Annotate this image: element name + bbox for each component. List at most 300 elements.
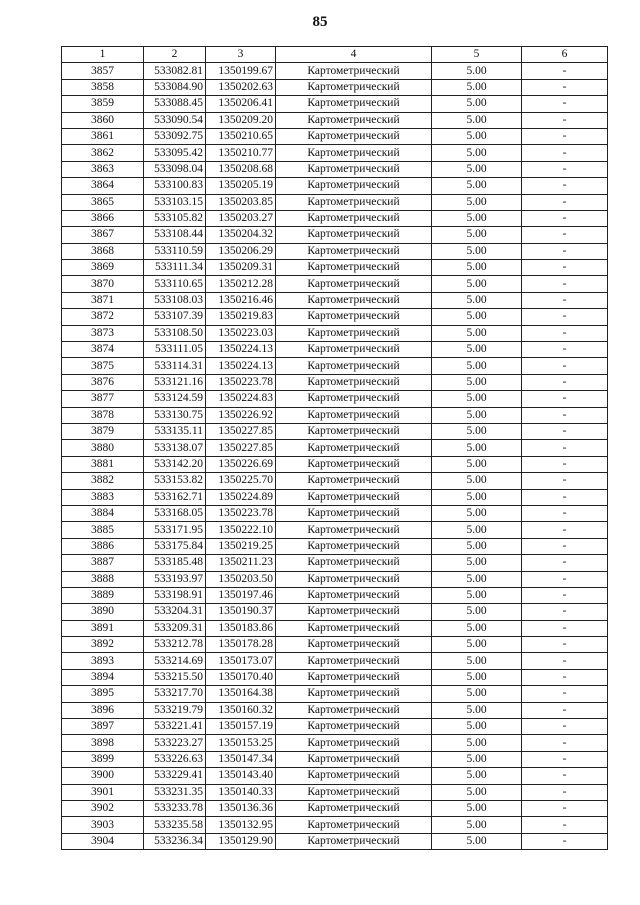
method-cell: Картометрический	[276, 178, 432, 194]
x-coordinate-cell: 533214.69	[144, 653, 206, 669]
point-number-cell: 3904	[62, 833, 144, 849]
precision-cell: 5.00	[432, 243, 522, 259]
extra-cell: -	[522, 96, 608, 112]
extra-cell: -	[522, 555, 608, 571]
x-coordinate-cell: 533204.31	[144, 604, 206, 620]
point-number-cell: 3881	[62, 456, 144, 472]
method-cell: Картометрический	[276, 374, 432, 390]
precision-cell: 5.00	[432, 79, 522, 95]
point-number-cell: 3888	[62, 571, 144, 587]
y-coordinate-cell: 1350210.65	[206, 128, 276, 144]
point-number-cell: 3871	[62, 292, 144, 308]
table-row	[62, 702, 608, 718]
header-row	[62, 47, 608, 63]
extra-cell: -	[522, 161, 608, 177]
method-cell: Картометрический	[276, 243, 432, 259]
x-coordinate-cell: 533226.63	[144, 751, 206, 767]
y-coordinate-cell: 1350199.67	[206, 63, 276, 79]
method-cell: Картометрический	[276, 653, 432, 669]
point-number-cell: 3889	[62, 587, 144, 603]
y-coordinate-cell: 1350226.69	[206, 456, 276, 472]
point-number-cell: 3891	[62, 620, 144, 636]
extra-cell: -	[522, 79, 608, 95]
x-coordinate-cell: 533229.41	[144, 768, 206, 784]
x-coordinate-cell: 533092.75	[144, 128, 206, 144]
table-row	[62, 555, 608, 571]
y-coordinate-cell: 1350157.19	[206, 719, 276, 735]
x-coordinate-cell: 533108.50	[144, 325, 206, 341]
x-coordinate-cell: 533142.20	[144, 456, 206, 472]
precision-cell: 5.00	[432, 309, 522, 325]
table-row	[62, 669, 608, 685]
table-row	[62, 751, 608, 767]
x-coordinate-cell: 533105.82	[144, 210, 206, 226]
y-coordinate-cell: 1350197.46	[206, 587, 276, 603]
method-cell: Картометрический	[276, 604, 432, 620]
precision-cell: 5.00	[432, 587, 522, 603]
x-coordinate-cell: 533175.84	[144, 538, 206, 554]
y-coordinate-cell: 1350206.41	[206, 96, 276, 112]
x-coordinate-cell: 533090.54	[144, 112, 206, 128]
precision-cell: 5.00	[432, 522, 522, 538]
extra-cell: -	[522, 784, 608, 800]
extra-cell: -	[522, 227, 608, 243]
precision-cell: 5.00	[432, 768, 522, 784]
x-coordinate-cell: 533221.41	[144, 719, 206, 735]
point-number-cell: 3877	[62, 391, 144, 407]
x-coordinate-cell: 533193.97	[144, 571, 206, 587]
x-coordinate-cell: 533108.03	[144, 292, 206, 308]
table-row	[62, 473, 608, 489]
extra-cell: -	[522, 735, 608, 751]
y-coordinate-cell: 1350224.83	[206, 391, 276, 407]
x-coordinate-cell: 533121.16	[144, 374, 206, 390]
method-cell: Картометрический	[276, 276, 432, 292]
point-number-cell: 3865	[62, 194, 144, 210]
table-row	[62, 243, 608, 259]
precision-cell: 5.00	[432, 604, 522, 620]
precision-cell: 5.00	[432, 555, 522, 571]
y-coordinate-cell: 1350227.85	[206, 440, 276, 456]
point-number-cell: 3892	[62, 637, 144, 653]
table-row	[62, 735, 608, 751]
method-cell: Картометрический	[276, 161, 432, 177]
point-number-cell: 3857	[62, 63, 144, 79]
extra-cell: -	[522, 276, 608, 292]
y-coordinate-cell: 1350164.38	[206, 686, 276, 702]
method-cell: Картометрический	[276, 686, 432, 702]
table-row	[62, 489, 608, 505]
x-coordinate-cell: 533110.59	[144, 243, 206, 259]
table-row	[62, 63, 608, 79]
x-coordinate-cell: 533185.48	[144, 555, 206, 571]
point-number-cell: 3870	[62, 276, 144, 292]
point-number-cell: 3862	[62, 145, 144, 161]
extra-cell: -	[522, 489, 608, 505]
y-coordinate-cell: 1350203.50	[206, 571, 276, 587]
extra-cell: -	[522, 178, 608, 194]
precision-cell: 5.00	[432, 358, 522, 374]
method-cell: Картометрический	[276, 719, 432, 735]
extra-cell: -	[522, 637, 608, 653]
table-row	[62, 276, 608, 292]
y-coordinate-cell: 1350227.85	[206, 423, 276, 439]
extra-cell: -	[522, 571, 608, 587]
y-coordinate-cell: 1350160.32	[206, 702, 276, 718]
precision-cell: 5.00	[432, 374, 522, 390]
y-coordinate-cell: 1350190.37	[206, 604, 276, 620]
method-cell: Картометрический	[276, 751, 432, 767]
method-cell: Картометрический	[276, 63, 432, 79]
method-cell: Картометрический	[276, 637, 432, 653]
y-coordinate-cell: 1350202.63	[206, 79, 276, 95]
extra-cell: -	[522, 210, 608, 226]
precision-cell: 5.00	[432, 505, 522, 521]
x-coordinate-cell: 533135.11	[144, 423, 206, 439]
precision-cell: 5.00	[432, 96, 522, 112]
y-coordinate-cell: 1350178.28	[206, 637, 276, 653]
point-number-cell: 3894	[62, 669, 144, 685]
y-coordinate-cell: 1350224.13	[206, 358, 276, 374]
y-coordinate-cell: 1350206.29	[206, 243, 276, 259]
point-number-cell: 3878	[62, 407, 144, 423]
extra-cell: -	[522, 505, 608, 521]
x-coordinate-cell: 533212.78	[144, 637, 206, 653]
method-cell: Картометрический	[276, 456, 432, 472]
point-number-cell: 3890	[62, 604, 144, 620]
table-row	[62, 309, 608, 325]
extra-cell: -	[522, 702, 608, 718]
table-row	[62, 407, 608, 423]
extra-cell: -	[522, 325, 608, 341]
method-cell: Картометрический	[276, 358, 432, 374]
table-row	[62, 833, 608, 849]
x-coordinate-cell: 533162.71	[144, 489, 206, 505]
y-coordinate-cell: 1350173.07	[206, 653, 276, 669]
method-cell: Картометрический	[276, 391, 432, 407]
method-cell: Картометрический	[276, 784, 432, 800]
point-number-cell: 3901	[62, 784, 144, 800]
method-cell: Картометрический	[276, 571, 432, 587]
point-number-cell: 3866	[62, 210, 144, 226]
method-cell: Картометрический	[276, 833, 432, 849]
point-number-cell: 3876	[62, 374, 144, 390]
precision-cell: 5.00	[432, 63, 522, 79]
precision-cell: 5.00	[432, 800, 522, 816]
y-coordinate-cell: 1350216.46	[206, 292, 276, 308]
table-body	[62, 63, 608, 850]
method-cell: Картометрический	[276, 194, 432, 210]
x-coordinate-cell: 533198.91	[144, 587, 206, 603]
x-coordinate-cell: 533114.31	[144, 358, 206, 374]
precision-cell: 5.00	[432, 210, 522, 226]
point-number-cell: 3897	[62, 719, 144, 735]
table-row	[62, 571, 608, 587]
point-number-cell: 3875	[62, 358, 144, 374]
method-cell: Картометрический	[276, 587, 432, 603]
precision-cell: 5.00	[432, 194, 522, 210]
table-row	[62, 604, 608, 620]
x-coordinate-cell: 533088.45	[144, 96, 206, 112]
x-coordinate-cell: 533235.58	[144, 817, 206, 833]
y-coordinate-cell: 1350170.40	[206, 669, 276, 685]
precision-cell: 5.00	[432, 637, 522, 653]
method-cell: Картометрический	[276, 96, 432, 112]
y-coordinate-cell: 1350219.25	[206, 538, 276, 554]
method-cell: Картометрический	[276, 669, 432, 685]
table-row	[62, 456, 608, 472]
method-cell: Картометрический	[276, 768, 432, 784]
table-row	[62, 440, 608, 456]
extra-cell: -	[522, 768, 608, 784]
point-number-cell: 3858	[62, 79, 144, 95]
table-header	[62, 47, 608, 63]
method-cell: Картометрический	[276, 407, 432, 423]
point-number-cell: 3893	[62, 653, 144, 669]
y-coordinate-cell: 1350183.86	[206, 620, 276, 636]
column-header-2: 2	[144, 47, 206, 63]
method-cell: Картометрический	[276, 489, 432, 505]
table-row	[62, 719, 608, 735]
y-coordinate-cell: 1350203.27	[206, 210, 276, 226]
precision-cell: 5.00	[432, 456, 522, 472]
extra-cell: -	[522, 63, 608, 79]
extra-cell: -	[522, 243, 608, 259]
method-cell: Картометрический	[276, 423, 432, 439]
column-header-3: 3	[206, 47, 276, 63]
extra-cell: -	[522, 374, 608, 390]
y-coordinate-cell: 1350153.25	[206, 735, 276, 751]
point-number-cell: 3864	[62, 178, 144, 194]
precision-cell: 5.00	[432, 178, 522, 194]
table-row	[62, 587, 608, 603]
precision-cell: 5.00	[432, 440, 522, 456]
method-cell: Картометрический	[276, 145, 432, 161]
y-coordinate-cell: 1350204.32	[206, 227, 276, 243]
x-coordinate-cell: 533223.27	[144, 735, 206, 751]
extra-cell: -	[522, 604, 608, 620]
precision-cell: 5.00	[432, 227, 522, 243]
table-row	[62, 96, 608, 112]
y-coordinate-cell: 1350208.68	[206, 161, 276, 177]
table-row	[62, 686, 608, 702]
extra-cell: -	[522, 309, 608, 325]
x-coordinate-cell: 533100.83	[144, 178, 206, 194]
y-coordinate-cell: 1350211.23	[206, 555, 276, 571]
point-number-cell: 3903	[62, 817, 144, 833]
precision-cell: 5.00	[432, 342, 522, 358]
extra-cell: -	[522, 473, 608, 489]
y-coordinate-cell: 1350219.83	[206, 309, 276, 325]
point-number-cell: 3872	[62, 309, 144, 325]
table-row	[62, 358, 608, 374]
point-number-cell: 3883	[62, 489, 144, 505]
precision-cell: 5.00	[432, 325, 522, 341]
method-cell: Картометрический	[276, 309, 432, 325]
precision-cell: 5.00	[432, 423, 522, 439]
point-number-cell: 3873	[62, 325, 144, 341]
y-coordinate-cell: 1350223.78	[206, 505, 276, 521]
point-number-cell: 3895	[62, 686, 144, 702]
precision-cell: 5.00	[432, 686, 522, 702]
table-row	[62, 227, 608, 243]
table-row	[62, 423, 608, 439]
table-row	[62, 342, 608, 358]
point-number-cell: 3868	[62, 243, 144, 259]
y-coordinate-cell: 1350226.92	[206, 407, 276, 423]
x-coordinate-cell: 533107.39	[144, 309, 206, 325]
method-cell: Картометрический	[276, 735, 432, 751]
extra-cell: -	[522, 391, 608, 407]
point-number-cell: 3880	[62, 440, 144, 456]
y-coordinate-cell: 1350209.20	[206, 112, 276, 128]
method-cell: Картометрический	[276, 227, 432, 243]
coordinates-table	[61, 46, 608, 850]
precision-cell: 5.00	[432, 145, 522, 161]
table-row	[62, 522, 608, 538]
method-cell: Картометрический	[276, 325, 432, 341]
table-row	[62, 112, 608, 128]
table-row	[62, 374, 608, 390]
page-number: 85	[312, 14, 328, 30]
point-number-cell: 3884	[62, 505, 144, 521]
precision-cell: 5.00	[432, 719, 522, 735]
table-row	[62, 653, 608, 669]
method-cell: Картометрический	[276, 522, 432, 538]
precision-cell: 5.00	[432, 571, 522, 587]
x-coordinate-cell: 533236.34	[144, 833, 206, 849]
method-cell: Картометрический	[276, 440, 432, 456]
extra-cell: -	[522, 719, 608, 735]
table-row	[62, 391, 608, 407]
table-row	[62, 784, 608, 800]
table-row	[62, 145, 608, 161]
y-coordinate-cell: 1350129.90	[206, 833, 276, 849]
point-number-cell: 3902	[62, 800, 144, 816]
method-cell: Картометрический	[276, 292, 432, 308]
y-coordinate-cell: 1350212.28	[206, 276, 276, 292]
precision-cell: 5.00	[432, 669, 522, 685]
extra-cell: -	[522, 587, 608, 603]
point-number-cell: 3861	[62, 128, 144, 144]
extra-cell: -	[522, 128, 608, 144]
x-coordinate-cell: 533108.44	[144, 227, 206, 243]
table-row	[62, 128, 608, 144]
y-coordinate-cell: 1350223.03	[206, 325, 276, 341]
extra-cell: -	[522, 342, 608, 358]
method-cell: Картометрический	[276, 800, 432, 816]
table-row	[62, 210, 608, 226]
x-coordinate-cell: 533098.04	[144, 161, 206, 177]
precision-cell: 5.00	[432, 833, 522, 849]
point-number-cell: 3879	[62, 423, 144, 439]
precision-cell: 5.00	[432, 702, 522, 718]
precision-cell: 5.00	[432, 653, 522, 669]
x-coordinate-cell: 533103.15	[144, 194, 206, 210]
x-coordinate-cell: 533110.65	[144, 276, 206, 292]
column-header-6: 6	[522, 47, 608, 63]
precision-cell: 5.00	[432, 538, 522, 554]
point-number-cell: 3900	[62, 768, 144, 784]
x-coordinate-cell: 533153.82	[144, 473, 206, 489]
x-coordinate-cell: 533215.50	[144, 669, 206, 685]
method-cell: Картометрический	[276, 473, 432, 489]
point-number-cell: 3859	[62, 96, 144, 112]
precision-cell: 5.00	[432, 784, 522, 800]
table-row	[62, 79, 608, 95]
extra-cell: -	[522, 538, 608, 554]
point-number-cell: 3898	[62, 735, 144, 751]
point-number-cell: 3899	[62, 751, 144, 767]
x-coordinate-cell: 533217.70	[144, 686, 206, 702]
precision-cell: 5.00	[432, 735, 522, 751]
y-coordinate-cell: 1350132.95	[206, 817, 276, 833]
extra-cell: -	[522, 522, 608, 538]
y-coordinate-cell: 1350224.13	[206, 342, 276, 358]
precision-cell: 5.00	[432, 161, 522, 177]
x-coordinate-cell: 533095.42	[144, 145, 206, 161]
precision-cell: 5.00	[432, 751, 522, 767]
point-number-cell: 3896	[62, 702, 144, 718]
x-coordinate-cell: 533171.95	[144, 522, 206, 538]
extra-cell: -	[522, 686, 608, 702]
method-cell: Картометрический	[276, 538, 432, 554]
y-coordinate-cell: 1350209.31	[206, 260, 276, 276]
extra-cell: -	[522, 292, 608, 308]
precision-cell: 5.00	[432, 292, 522, 308]
y-coordinate-cell: 1350210.77	[206, 145, 276, 161]
method-cell: Картометрический	[276, 505, 432, 521]
table-row	[62, 538, 608, 554]
point-number-cell: 3863	[62, 161, 144, 177]
extra-cell: -	[522, 194, 608, 210]
y-coordinate-cell: 1350140.33	[206, 784, 276, 800]
precision-cell: 5.00	[432, 407, 522, 423]
extra-cell: -	[522, 407, 608, 423]
table-row	[62, 620, 608, 636]
x-coordinate-cell: 533124.59	[144, 391, 206, 407]
x-coordinate-cell: 533231.35	[144, 784, 206, 800]
table-row	[62, 817, 608, 833]
extra-cell: -	[522, 817, 608, 833]
x-coordinate-cell: 533111.34	[144, 260, 206, 276]
precision-cell: 5.00	[432, 112, 522, 128]
x-coordinate-cell: 533168.05	[144, 505, 206, 521]
point-number-cell: 3885	[62, 522, 144, 538]
method-cell: Картометрический	[276, 260, 432, 276]
extra-cell: -	[522, 440, 608, 456]
y-coordinate-cell: 1350224.89	[206, 489, 276, 505]
extra-cell: -	[522, 112, 608, 128]
x-coordinate-cell: 533219.79	[144, 702, 206, 718]
precision-cell: 5.00	[432, 489, 522, 505]
method-cell: Картометрический	[276, 702, 432, 718]
table-row	[62, 800, 608, 816]
precision-cell: 5.00	[432, 260, 522, 276]
table-row	[62, 505, 608, 521]
extra-cell: -	[522, 145, 608, 161]
table-row	[62, 178, 608, 194]
method-cell: Картометрический	[276, 210, 432, 226]
y-coordinate-cell: 1350222.10	[206, 522, 276, 538]
method-cell: Картометрический	[276, 79, 432, 95]
extra-cell: -	[522, 456, 608, 472]
extra-cell: -	[522, 260, 608, 276]
precision-cell: 5.00	[432, 276, 522, 292]
extra-cell: -	[522, 620, 608, 636]
x-coordinate-cell: 533084.90	[144, 79, 206, 95]
y-coordinate-cell: 1350147.34	[206, 751, 276, 767]
